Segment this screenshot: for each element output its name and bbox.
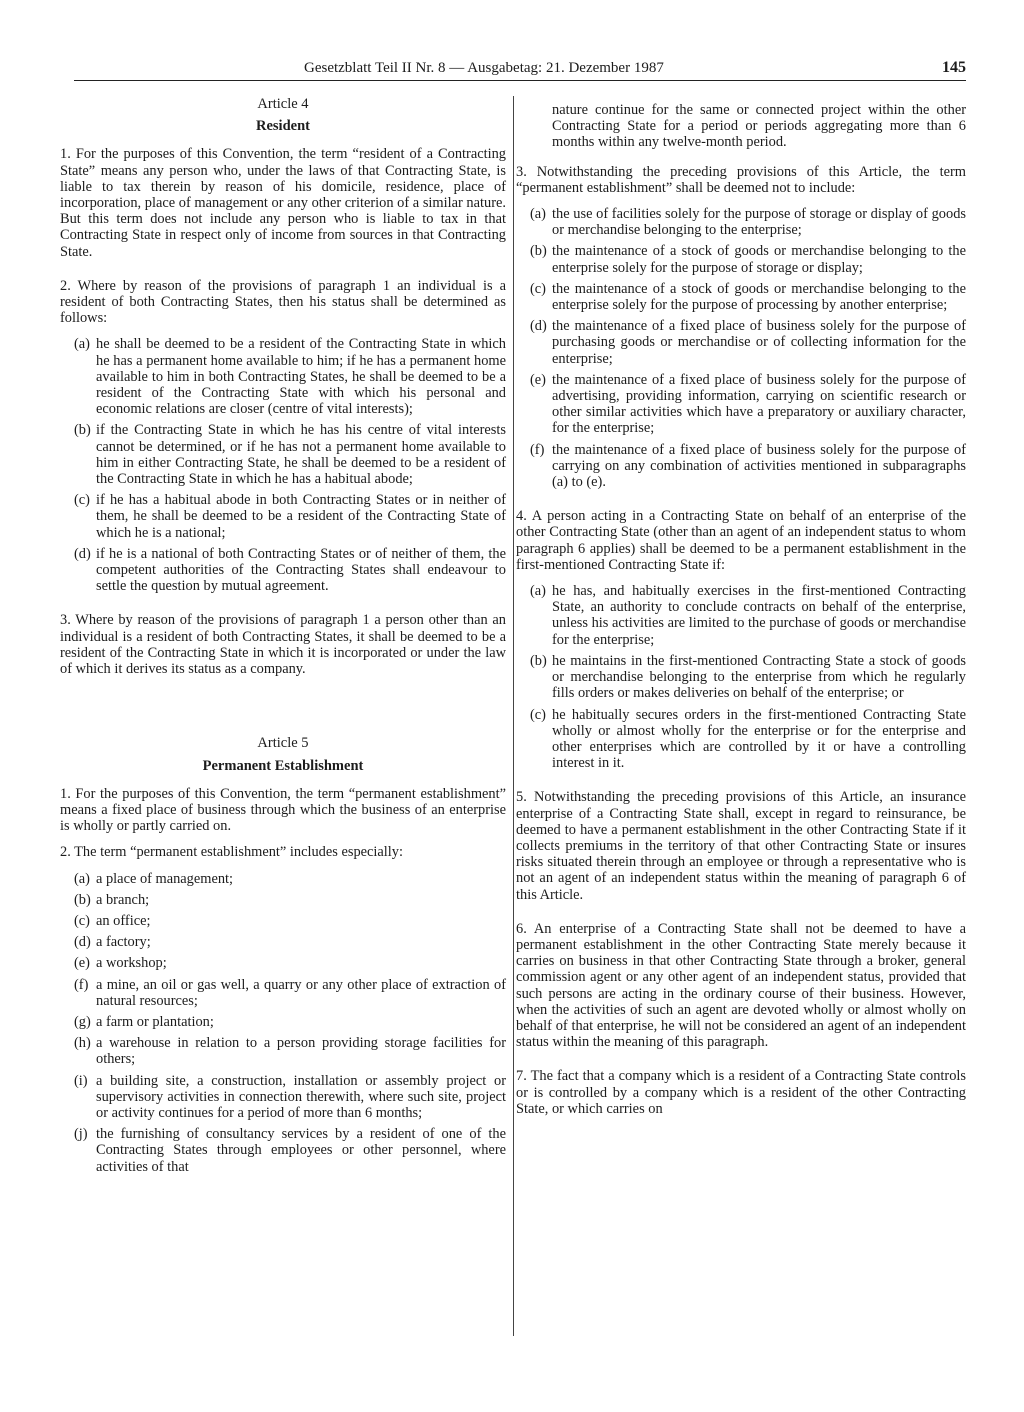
list-item: (e) the maintenance of a fixed place of business solely for the purpose of advertising, providing information, carrying on scientific research or other similar activities which have a preparatory or auxiliary character, for the enterprise; — [530, 371, 966, 437]
list-item: (d) if he is a national of both Contracting States or of neither of them, the competent authorities of the Contracting States shall endeavour to settle the question by mutual agreement. — [74, 545, 506, 595]
list-item: (d) a factory; — [74, 934, 151, 951]
list-item: (a) he has, and habitually exercises in the first-mentioned Contracting State, an authority to conclude contracts on behalf of the enterprise, unless his activities are limited to the purchase of goods or merchandise for the enterprise; — [530, 583, 966, 648]
list-item: (g) a farm or plantation; — [74, 1013, 214, 1030]
article-5-paragraph-4: 4. A person acting in a Contracting State on behalf of an enterprise of the other Contracting State (other than an agent of an independent status to whom paragraph 6 applies) shall be deemed to be a permanent establishment in the first-mentioned Contracting State if: — [516, 508, 966, 573]
list-item: (j) the furnishing of consultancy services by a resident of one of the Contracting States through employees or other personnel, where activities of that — [74, 1126, 506, 1175]
header-title: Gesetzblatt Teil II Nr. 8 — Ausgabetag: 21. Dezember 1987 — [304, 60, 664, 76]
list-item: (e) a workshop; — [74, 955, 167, 972]
article-5-paragraph-4-list — [516, 583, 966, 771]
article-5-paragraph-1: 1. For the purposes of this Convention, the term “permanent establishment” means a fixed place of business through which the business of an enterprise is wholly or partly carried on. — [60, 785, 506, 835]
article-5-paragraph-6: 6. An enterprise of a Contracting State shall not be deemed to have a permanent establishment in the other Contracting State merely because it carries on business in that other Contracting State through a broker, general commission agent or any other agent of an independent status, provided that such persons are acting in the ordinary course of their business. However, when the activities of such an agent are devoted wholly or almost wholly on behalf of that enterprise, he will not be considered an agent of an independent status within the meaning of this paragraph. — [516, 920, 966, 1051]
list-item: (c) if he has a habitual abode in both Contracting States or in neither of them, he shall be deemed to be a resident of the Contracting State of which he is a national; — [74, 492, 506, 541]
list-item: (c) an office; — [74, 912, 151, 929]
article-4-paragraph-2: 2. Where by reason of the provisions of paragraph 1 an individual is a resident of both Contracting States, then his status shall be determined as follows: — [60, 277, 506, 327]
article-5-number: Article 5 — [257, 735, 309, 752]
right-column — [516, 102, 966, 1127]
list-item: (b) the maintenance of a stock of goods or merchandise belonging to the enterprise solely for the purpose of storage or display; — [530, 243, 966, 276]
article-4-paragraph-2-list — [60, 336, 506, 594]
article-4-paragraph-3: 3. Where by reason of the provisions of paragraph 1 a person other than an individual is a resident of both Contracting States, it shall be deemed to be a resident of the Contracting State in which it is incorporated or under the law of which it derives its status as a company. — [60, 612, 506, 678]
article-4-title: Resident — [256, 118, 310, 135]
list-item: (d) the maintenance of a fixed place of business solely for the purpose of purchasing goods or merchandise or of collecting information for the enterprise; — [530, 318, 966, 367]
page-header — [74, 60, 966, 81]
list-item: (f) a mine, an oil or gas well, a quarry or any other place of extraction of natural resources; — [74, 976, 506, 1009]
list-item: (a) he shall be deemed to be a resident of the Contracting State in which he has a permanent home available to him; if he has a permanent home available to him in both Contracting States, he shall be deemed to be a resident of the Contracting State with which his personal and economic relations are closer (centre of vital interests); — [74, 336, 506, 418]
list-item: (c) he habitually secures orders in the first-mentioned Contracting State wholly or almost wholly for the enterprise or for the enterprise and other enterprises which are controlled by it or have a controlling interest in it. — [530, 706, 966, 772]
list-item: (b) if the Contracting State in which he has his centre of vital interests cannot be determined, or if he has not a permanent home available to him in either Contracting State, he shall be deemed to be a resident of the Contracting State in which he has a habitual abode; — [74, 422, 506, 488]
list-item-continued: nature continue for the same or connected project within the other Contracting State for a period or periods aggregating more than 6 months within any twelve-month period. — [552, 102, 966, 151]
article-5-paragraph-2-list — [60, 871, 506, 1175]
list-item: (c) the maintenance of a stock of goods or merchandise belonging to the enterprise solely for the purpose of processing by another enterprise; — [530, 280, 966, 314]
article-5-paragraph-2: 2. The term “permanent establishment” includes especially: — [60, 844, 403, 861]
article-5-title: Permanent Establishment — [202, 757, 364, 774]
article-5-paragraph-5: 5. Notwithstanding the preceding provisions of this Article, an insurance enterprise of a Contracting State shall, except in regard to reinsurance, be deemed to have a permanent establishment in the other Contracting State if it collects premiums in the territory of that other Contracting State or insures risks situated therein through an employee or through a representative who is not an agent of an independent status within the meaning of paragraph 6 of this Article. — [516, 789, 966, 903]
list-item: (i) a building site, a construction, installation or assembly project or supervisory activities in connection therewith, where such site, project or activity continues for a period of more than 6 months; — [74, 1072, 506, 1121]
list-item: (f) the maintenance of a fixed place of business solely for the purpose of carrying on any combination of activities mentioned in subparagraphs (a) to (e). — [530, 441, 966, 491]
left-column — [60, 96, 506, 1185]
article-5-paragraph-3-list — [516, 206, 966, 490]
list-item: (h) a warehouse in relation to a person providing storage facilities for others; — [74, 1035, 506, 1068]
article-5-paragraph-3: 3. Notwithstanding the preceding provisions of this Article, the term “permanent establishment” shall be deemed not to include: — [516, 163, 966, 196]
list-item: (b) a branch; — [74, 891, 150, 908]
list-item: (a) the use of facilities solely for the purpose of storage or display of goods or merchandise belonging to the enterprise; — [530, 206, 966, 239]
list-item: (a) a place of management; — [74, 870, 234, 887]
list-item: (b) he maintains in the first-mentioned Contracting State a stock of goods or merchandise belonging to the enterprise from which he regularly fills orders or makes deliveries on behalf of the enterprise; or — [530, 652, 966, 702]
article-4-paragraph-1: 1. For the purposes of this Convention, the term “resident of a Contracting State” means any person who, under the laws of that Contracting State, is liable to tax therein by reason of his domicile, residence, place of incorporation, place of management or any other criterion of a similar nature. But this term does not include any person who is liable to tax in that Contracting State in respect only of income from sources in that Contracting State. — [60, 146, 506, 260]
article-4-number: Article 4 — [257, 96, 309, 112]
article-5-paragraph-7: 7. The fact that a company which is a resident of a Contracting State controls or is controlled by a company which is a resident of the other Contracting State, or which carries on — [516, 1068, 966, 1117]
page-number: 145 — [942, 59, 966, 76]
column-divider — [513, 96, 514, 1336]
